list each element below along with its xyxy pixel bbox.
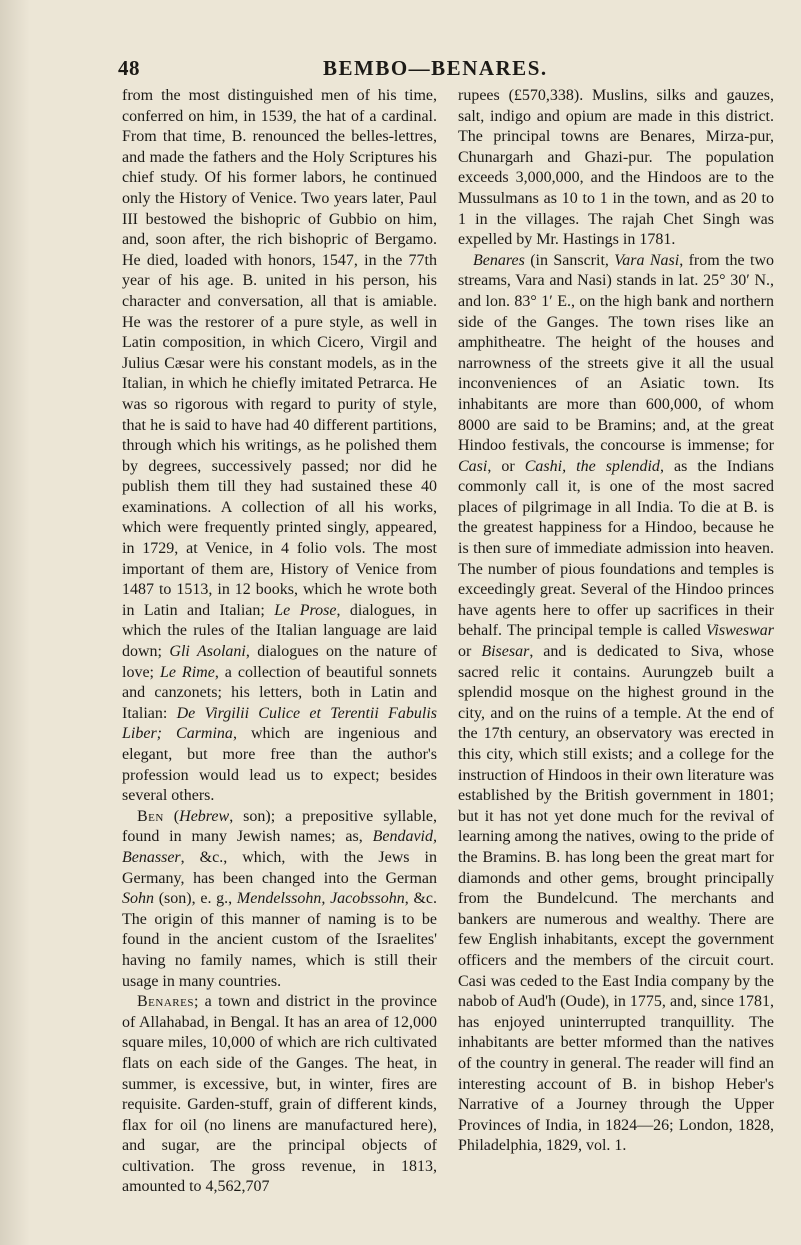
page-fold-shadow: [0, 0, 30, 1245]
text-run: (: [163, 807, 180, 825]
italic-term: Hebrew: [179, 807, 230, 825]
italic-term: Bisesar: [481, 643, 530, 661]
left-column: [122, 86, 437, 1198]
benares-entry-continuation: rupees (£570,338). Muslins, silks and gauzes, salt, indigo and opium are made in this district. The principal towns are Benares, Mirza-pur, Chunargarh and Ghazi-pur. The population exceeds 3,000,000, and the Hindoos are to the Mussulmans as 10 to 1 in the town, and as 20 to 1 in the villages. The rajah Chet Singh was expelled by Mr. Hastings in 1781.: [458, 87, 774, 249]
page-number: 48: [118, 56, 140, 80]
text-run: , and is dedicated to Siva, whose sacred relic it contains. Aurungzeb built a splendid mosque on the highest ground in the city, and on the ruins of a temple. At the end of the 17th century, an observatory was erected in this city, which still exists; and a college for the instruction of Hindoos in their own literature was established by the British government in 1801; but it has not yet done much for the revival of learning among the natives, owing to the pride of the Bramins. B. has long been the great mart for diamonds and other gems, brought principally from the Bundelcund. The merchants and bankers are numerous and wealthy. There are few English inhabitants, except the government officers and the members of the circuit court. Casi was ceded to the East India company by the nabob of Aud'h (Oude), in 1775, and, since 1781, has enjoyed uninterrupted tranquillity. The inhabitants are better mformed than the natives of the country in general. The reader will find an interesting account of B. in bishop Heber's Narrative of a Journey through the Upper Provinces of India, in 1824—26; London, 1828, Philadelphia, 1829, vol. 1.: [458, 643, 775, 1155]
headword-benares: Benares: [137, 993, 194, 1011]
text-run: , a collection of beautiful sonnets and canzonets; his letters, both in Latin and Italian:: [122, 663, 438, 722]
italic-term: Benares: [473, 251, 525, 269]
running-head: BEMBO—BENARES.: [323, 56, 548, 80]
italic-title: Le Rime: [159, 663, 215, 681]
text-run: , son); a prepositive syllable, found in many Jewish names; as,: [122, 807, 438, 846]
text-run: , dialogues on the nature of love;: [122, 643, 438, 681]
italic-term: Visweswar: [705, 622, 774, 640]
page-header: [118, 56, 778, 82]
italic-title: De Virgilii Culice et Terentii Fabulis Liber; Carmina: [122, 704, 437, 743]
italic-title: Le Prose: [274, 601, 337, 619]
text-run: , which are ingenious and elegant, but more free than the author's profession would lead us to expect; besides several others.: [122, 725, 438, 805]
italic-term: Bendavid, Benasser: [122, 828, 437, 866]
benares-city-paragraph: [458, 251, 774, 1157]
text-run: , as the Indians commonly call it, is one of the most sacred places of pilgrimage in all India. To die at B. is the greatest happiness for a Hindoo, because he is then sure of immediate admission into heaven. The number of pious foundations and temples is exceedingly great. Several of the Hindoo princes have agents here to offer up sacrifices in their behalf. The principal temple is called: [458, 457, 775, 640]
text-run: , dialogues, in which the rules of the Italian language are laid down;: [122, 601, 438, 661]
italic-term: Sohn: [122, 890, 154, 908]
benares-entry: [122, 992, 437, 1198]
ben-entry: [122, 807, 437, 992]
italic-title: Gli Asolani: [169, 643, 246, 661]
text-run: from the most distinguished men of his time, conferred on him, in 1539, the hat of a cardinal. From that time, B. renounced the belles-lettres, and made the fathers and the Holy Scriptures his chief study. Of his former labors, he continued only the History of Venice. Two years later, Paul III bestowed the bishopric of Gubbio on him, and, soon after, the rich bishopric of Bergamo. He died, loaded with honors, 1547, in the 77th year of his age. B. united in his person, his character and conversation, all that is amiable. He was the restorer of a pure style, as well in Latin composition, in which Cicero, Virgil and Julius Cæsar were his constant models, as in the Italian, in which he chiefly imitated Petrarca. He was so rigorous with regard to purity of style, that he is said to have had 40 different partitions, through which his writings, as he polished them by degrees, successively passed; nor did he publish them till they had sustained these 40 examinations. A collection of all his works, which were frequently printed singly, appeared, in 1729, at Venice, in 4 folio vols. The most important of them are, History of Venice from 1487 to 1513, in 12 books, which he wrote both in Latin and Italian;: [122, 87, 437, 619]
text-run: (in Sanscrit,: [524, 251, 615, 269]
italic-term: Vara Nasi: [614, 251, 680, 269]
headword-ben: Ben: [137, 807, 164, 825]
italic-term: Mendelssohn, Jacobssohn: [236, 890, 405, 908]
text-run: , or: [487, 457, 525, 475]
bembo-entry-continuation: [122, 86, 437, 807]
text-run: ; a town and district in the province of Allahabad, in Bengal. It has an area of 12,000 square miles, 10,000 of which are rich cultivated flats on each side of the Ganges. The heat, in summer, is excessive, but, in winter, fires are requisite. Garden-stuff, grain of different kinds, flax for oil (no linens are manufactured here), and sugar, are the principal objects of cultivation. The gross revenue, in 1813, amounted to 4,562,707: [122, 993, 437, 1196]
text-run: , from the two streams, Vara and Nasi) stands in lat. 25° 30′ N., and lon. 83° 1′ E., on the high bank and northern side of the Ganges. The town rises like an amphitheatre. The height of the houses and narrowness of the streets give it all the usual inconveniences of an Asiatic town. Its inhabitants are more than 600,000, of whom 8000 are said to be Bramins; and, at the great Hindoo festivals, the concourse is immense; for: [458, 251, 774, 455]
text-run: or: [458, 643, 482, 661]
text-run: , &c. The origin of this manner of naming is to be found in the ancient custom of the Israelites' having no family names, which is still their usage in many countries.: [122, 890, 438, 990]
right-column: [458, 86, 774, 1157]
italic-term: Casi: [458, 457, 488, 475]
text-run: (son), e. g.,: [154, 890, 237, 908]
text-run: , &c., which, with the Jews in Germany, has been changed into the German: [122, 848, 437, 887]
italic-term: Cashi, the splendid: [524, 457, 660, 475]
